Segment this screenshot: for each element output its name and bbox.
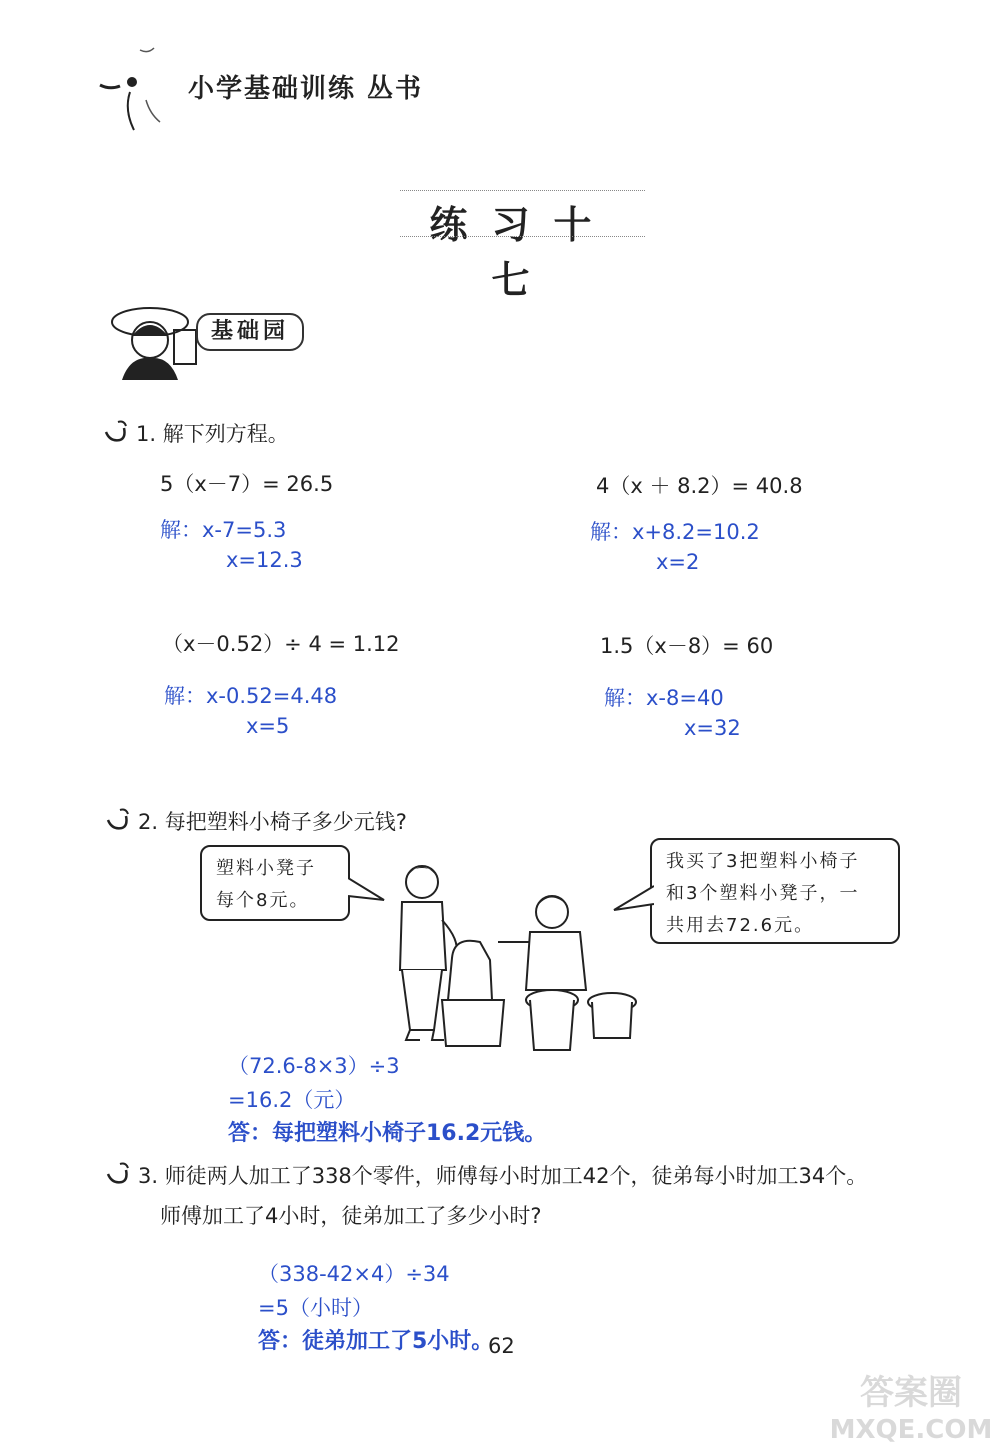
q2-prompt: 2. 每把塑料小椅子多少元钱? [138,810,407,834]
section-label: 基础园 [196,313,304,351]
bubble-right-line3: 共用去72.6元。 [666,915,815,936]
question-marker-icon [102,418,130,444]
q1-solution-a-step1: 解：x-7=5.3 [160,518,287,542]
title-rule-top [400,190,645,191]
q1-equation-a: 5（x－7）= 26.5 [160,472,334,496]
shopping-scene-illustration [380,850,655,1060]
q1-prompt: 1. 解下列方程。 [136,422,289,446]
q1-solution-d-step2: x=32 [684,716,741,740]
svg-text:答案圈: 答案圈 [860,1373,962,1413]
q2-answer: 答：每把塑料小椅子16.2元钱。 [228,1121,547,1146]
q1-equation-c: （x－0.52）÷ 4 = 1.12 [162,632,400,656]
q1-solution-a-step2: x=12.3 [226,548,303,572]
question-marker-icon [104,806,132,832]
bubble-right-line2: 和3个塑料小凳子，一 [666,883,860,904]
q1-solution-d-step1: 解：x-8=40 [604,686,724,710]
purchase-speech-bubble [650,838,900,944]
q1-solution-c-step1: 解：x-0.52=4.48 [164,684,338,708]
q3-work-line2: =5（小时） [258,1296,373,1320]
q1-equation-b: 4（x ＋ 8.2）= 40.8 [596,474,803,498]
page-number: 62 [488,1334,515,1358]
exercise-title [405,190,640,302]
exercise-title-text: 练习十七 [429,202,616,302]
q2-work-line2: =16.2（元） [228,1088,356,1112]
bubble-left-line1: 塑料小凳子 [216,858,316,879]
series-title: 小学基础训练 丛书 [188,74,424,104]
q3-work-line1: （338-42×4）÷34 [258,1262,450,1286]
price-speech-bubble [200,845,350,921]
q2-work-line1: （72.6-8×3）÷3 [228,1054,400,1078]
q1-solution-b-step2: x=2 [656,550,700,574]
q1-solution-c-step2: x=5 [246,714,290,738]
q3-prompt-line1: 3. 师徒两人加工了338个零件，师傅每小时加工42个，徒弟每小时加工34个。 [138,1164,868,1188]
bubble-right-line1: 我买了3把塑料小椅子 [666,851,860,872]
question-marker-icon [104,1160,132,1186]
bubble-left-line2: 每个8元。 [216,890,310,911]
title-rule-bottom [400,236,645,237]
series-logo-icon [90,40,170,140]
q3-answer: 答：徒弟加工了5小时。 [258,1329,494,1354]
q3-prompt-line2: 师傅加工了4小时，徒弟加工了多少小时? [160,1204,542,1228]
svg-text:MXQE.COM: MXQE.COM [829,1415,993,1445]
q1-solution-b-step1: 解：x+8.2=10.2 [590,520,760,544]
watermark-logo-icon [826,1362,996,1447]
q1-equation-d: 1.5（x－8）= 60 [600,634,774,658]
